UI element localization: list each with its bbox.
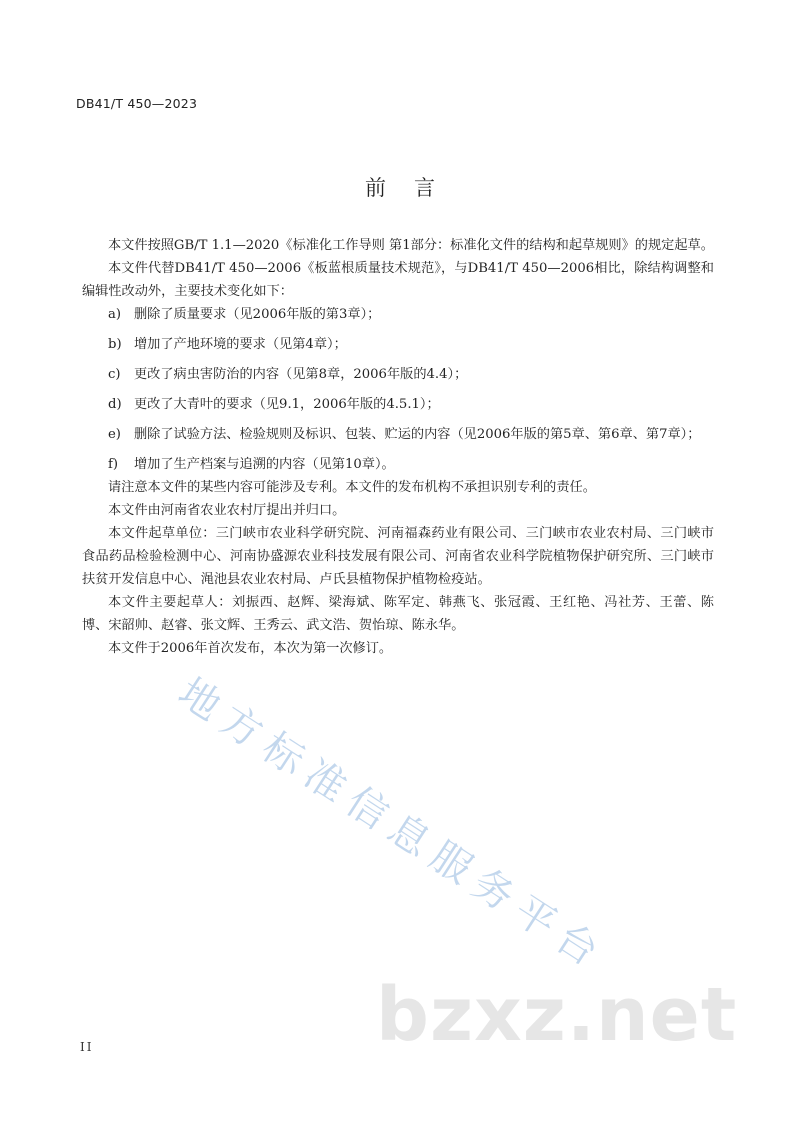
paragraph-replacement: 本文件代替DB41/T 450—2006《板蓝根质量技术规范》，与DB41/T 450—2006相比，除结构调整和编辑性改动外，主要技术变化如下： [82,261,714,299]
list-item-text: 增加了产地环境的要求（见第4章）； [134,337,347,352]
standard-code: DB41/T 450—2023 [76,96,198,111]
list-item [82,423,714,446]
list-marker: d) [108,397,122,412]
watermark-text: 地方标准信息服务平台 [170,669,615,981]
page-number: II [80,1040,94,1054]
list-item-text: 更改了病虫害防治的内容（见第8章，2006年版的4.4）； [134,367,468,382]
paragraph-proposer: 本文件由河南省农业农村厅提出并归口。 [108,503,346,518]
list-marker: c) [108,367,121,382]
page-title: 前言 [365,176,463,200]
list-item [82,333,714,356]
list-item-text: 删除了质量要求（见2006年版的第3章）； [134,307,381,322]
paragraph-patent-notice: 请注意本文件的某些内容可能涉及专利。本文件的发布机构不承担识别专利的责任。 [108,480,596,495]
list-item [82,393,714,416]
list-marker: a) [108,307,122,322]
list-item-text: 增加了生产档案与追溯的内容（见第10章）。 [134,457,395,472]
paragraph-drafting-basis: 本文件按照GB/T 1.1—2020《标准化工作导则 第1部分：标准化文件的结构和起草规则》的规定起草。 [108,238,714,253]
foreword-body [82,234,714,660]
paragraph-revision-history: 本文件于2006年首次发布，本次为第一次修订。 [108,641,393,656]
list-item [82,363,714,386]
changes-list [82,303,714,476]
list-marker: f) [108,457,119,472]
paragraph-drafters: 本文件主要起草人：刘振西、赵辉、梁海斌、陈军定、韩燕飞、张冠霞、王红艳、冯社芳、王蕾、陈博、宋韶帅、赵睿、张文辉、王秀云、武文浩、贺怡琼、陈永华。 [82,595,714,633]
list-item-text: 更改了大青叶的要求（见9.1，2006年版的4.5.1）； [134,397,440,412]
list-item-text: 删除了试验方法、检验规则及标识、包装、贮运的内容（见2006年版的第5章、第6章、第7章）； [134,427,701,442]
site-watermark: bzxz.net [376,972,738,1058]
list-item [82,453,714,476]
list-marker: b) [108,337,122,352]
paragraph-drafting-units: 本文件起草单位：三门峡市农业科学研究院、河南福森药业有限公司、三门峡市农业农村局、三门峡市食品药品检验检测中心、河南协盛源农业科技发展有限公司、河南省农业科学院植物保护研究所、三门峡市扶贫开发信息中心、渑池县农业农村局、卢氏县植物保护植物检疫站。 [82,526,714,587]
list-item [82,303,714,326]
list-marker: e) [108,427,121,442]
